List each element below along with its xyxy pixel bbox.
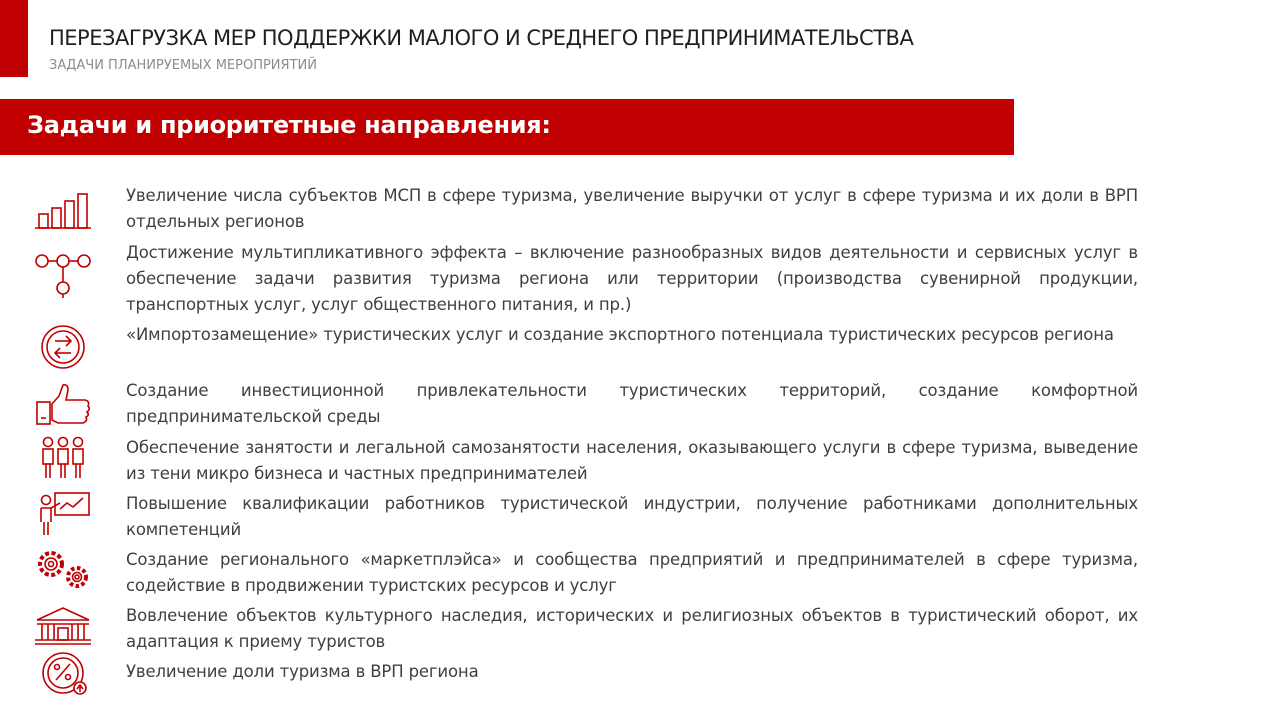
task-item: Обеспечение занятости и легальной самозанятости населения, оказывающего услуги в сфере туризма, выведение из тени микро бизнеса и частных предпринимателей <box>126 438 1138 483</box>
task-item: Создание регионального «маркетплэйса» и сообщества предприятий и предпринимателей в сфере туризма, содействие в продвижении туристских ресурсов и услуг <box>126 550 1138 595</box>
task-item: Увеличение доли туризма в ВРП региона <box>126 662 479 681</box>
section-title: Задачи и приоритетные направления: <box>27 111 551 139</box>
network-icon <box>33 252 93 298</box>
presenter-board-icon <box>33 490 93 536</box>
task-item: Увеличение числа субъектов МСП в сфере туризма, увеличение выручки от услуг в сфере туризма и их доли в ВРП отдельных регионов <box>126 186 1138 231</box>
thumbs-up-icon <box>33 382 93 428</box>
percent-growth-icon <box>33 650 93 696</box>
task-item: Создание инвестиционной привлекательности туристических территорий, создание комфортной предпринимательской среды <box>126 381 1138 426</box>
bar-chart-icon <box>33 188 93 234</box>
exchange-arrows-icon <box>33 324 93 370</box>
page-subtitle: ЗАДАЧИ ПЛАНИРУЕМЫХ МЕРОПРИЯТИЙ <box>49 58 317 73</box>
task-item: «Импортозамещение» туристических услуг и создание экспортного потенциала туристических ресурсов региона <box>126 325 1114 344</box>
task-item: Достижение мультипликативного эффекта – включение разнообразных видов деятельности и сервисных услуг в обеспечение задачи развития туризма региона или территории (производства сувенирной продукции, транспортных услуг, услуг общественного питания, и пр.) <box>126 243 1138 314</box>
people-icon <box>33 436 93 482</box>
gears-icon <box>33 546 93 592</box>
task-item: Вовлечение объектов культурного наследия, исторических и религиозных объектов в туристический оборот, их адаптация к приему туристов <box>126 606 1138 651</box>
museum-building-icon <box>33 604 93 650</box>
task-item: Повышение квалификации работников туристической индустрии, получение работниками дополнительных компетенций <box>126 494 1138 539</box>
page-title: ПЕРЕЗАГРУЗКА МЕР ПОДДЕРЖКИ МАЛОГО И СРЕДНЕГО ПРЕДПРИНИМАТЕЛЬСТВА <box>49 26 914 50</box>
